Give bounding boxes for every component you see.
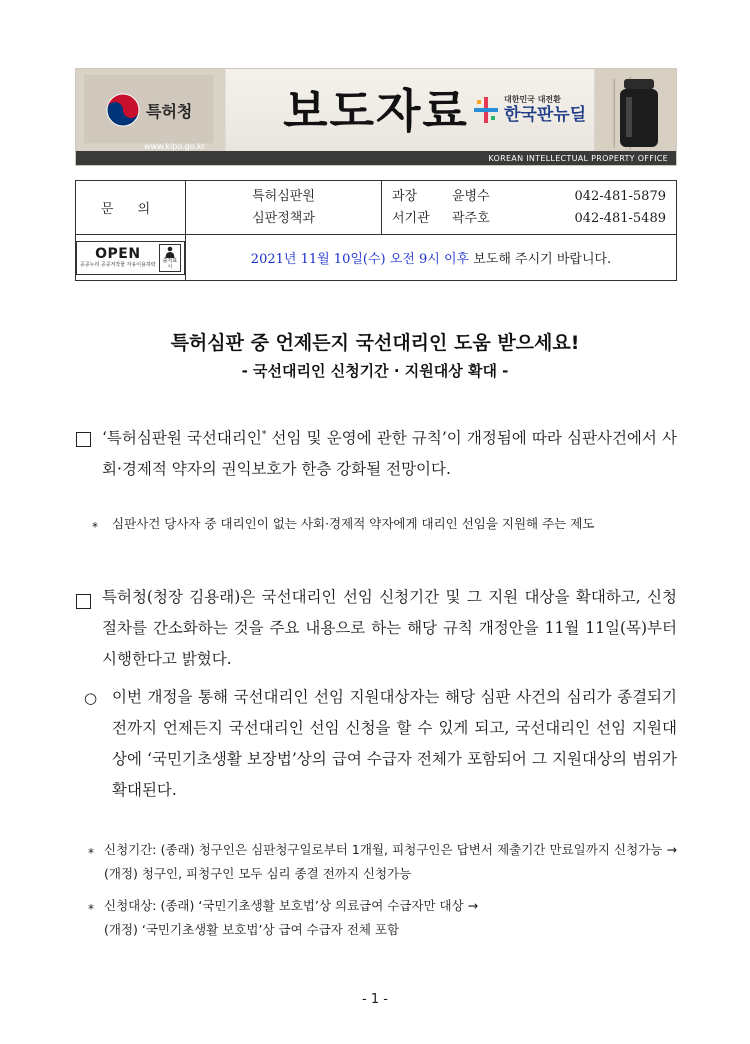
division-name: 심판정책과 — [252, 210, 315, 226]
attribution-mark — [159, 244, 181, 272]
note-3-line-1: 신청대상: (종래) ‘국민기초생활 보호법’상 의료급여 수급자만 대상 → — [104, 898, 479, 913]
embargo-instruction: 보도해 주시기 바랍니다. — [469, 252, 612, 267]
contact-row-1 — [392, 186, 666, 208]
note-2: 신청기간: (종래) 청구인은 심판청구일로부터 1개월, 피청구인은 답변서 제출기간 만료일까지 신청가능 → (개정) 청구인, 피청구인 모두 심리 종결 전까지 신청가능 — [104, 842, 677, 881]
inquiry-label: 문 의 — [76, 181, 186, 235]
new-deal-name: 한국판뉴딜 — [504, 105, 587, 125]
attribution-tag: 출처표시 — [162, 257, 178, 270]
embargo-notice — [186, 235, 677, 281]
section-checkbox-2 — [76, 594, 91, 609]
new-deal-mark-icon — [474, 97, 498, 123]
bullet-circle: ○ — [84, 689, 98, 707]
paragraph-1-lead: ‘특허심판원 국선대리인 — [102, 429, 262, 448]
website-url: www.kipo.go.kr — [144, 142, 205, 151]
new-deal-tagline: 대한민국 대전환 — [504, 95, 561, 104]
open-license-badge — [76, 241, 185, 275]
ink-bottle-icon — [616, 75, 662, 151]
page-number: - 1 - — [362, 992, 388, 1007]
note-3-marker: * — [88, 902, 94, 916]
contact-info-table — [75, 180, 677, 281]
office-english-name: KOREAN INTELLECTUAL PROPERTY OFFICE — [488, 154, 668, 163]
note-3-line-2: (개정) ‘국민기초생활 보호법’상 급여 수급자 전체 포함 — [104, 922, 400, 937]
press-release-title: 보도자료 — [283, 84, 469, 138]
contact-persons-cell — [382, 181, 677, 235]
department-name: 특허심판원 — [252, 188, 315, 204]
paragraph-2: 특허청(청장 김용래)은 국선대리인 선임 신청기간 및 그 지원 대상을 확대하고, 신청절차를 간소화하는 것을 주요 내용으로 하는 해당 규칙 개정안을 11월 11일(목)부터 시행한다고 밝혔다. — [102, 588, 677, 668]
open-badge-subtext: 공공누리 공공저작물 자유이용허락 — [80, 261, 156, 268]
korean-new-deal-logo — [474, 95, 586, 125]
press-release-banner — [75, 68, 677, 166]
open-badge-text: OPEN — [95, 245, 141, 262]
contact-phone-2: 042-481-5489 — [574, 210, 666, 226]
open-license-cell — [76, 235, 186, 281]
contact-phone-1: 042-481-5879 — [574, 188, 666, 204]
paragraph-3: 이번 개정을 통해 국선대리인 선임 지원대상자는 해당 심판 사건의 심리가 종결되기 전까지 언제든지 국선대리인 선임 신청을 할 수 있게 되고, 국선대리인 선임 지원대상에 ‘국민기초생활 보장법’상의 급여 수급자 전체가 포함되어 그 지원대상의 범위가 확대된다. — [112, 688, 677, 799]
footnote-marker: * — [261, 430, 267, 440]
contact-name-2: 곽주호 — [452, 210, 490, 226]
paragraph-1-rest: 선임 및 운영에 관한 규칙’이 개정됨에 따라 심판사건에서 사회·경제적 약자의 권익보호가 한층 강화될 전망이다. — [102, 429, 678, 479]
section-checkbox-1 — [76, 432, 91, 447]
paragraph-1 — [102, 420, 677, 485]
note-1-marker: * — [92, 520, 98, 534]
embargo-datetime: 2021년 11월 10일(수) 오전 9시 이후 — [250, 252, 470, 267]
contact-role-1: 과장 — [392, 188, 418, 204]
contact-row-2 — [392, 208, 666, 230]
sub-headline: - 국선대리인 신청기간 · 지원대상 확대 - — [241, 362, 509, 380]
agency-name: 특허청 — [146, 101, 193, 121]
department-cell — [186, 181, 382, 235]
contact-name-1: 윤병수 — [452, 188, 490, 204]
note-1: 심판사건 당사자 중 대리인이 없는 사회·경제적 약자에게 대리인 선임을 지원해 주는 제도 — [112, 516, 595, 531]
headline: 특허심판 중 언제든지 국선대리인 도움 받으세요! — [170, 332, 580, 354]
note-2-marker: * — [88, 846, 94, 860]
person-attribution-icon — [164, 246, 176, 258]
contact-role-2: 서기관 — [392, 210, 430, 226]
